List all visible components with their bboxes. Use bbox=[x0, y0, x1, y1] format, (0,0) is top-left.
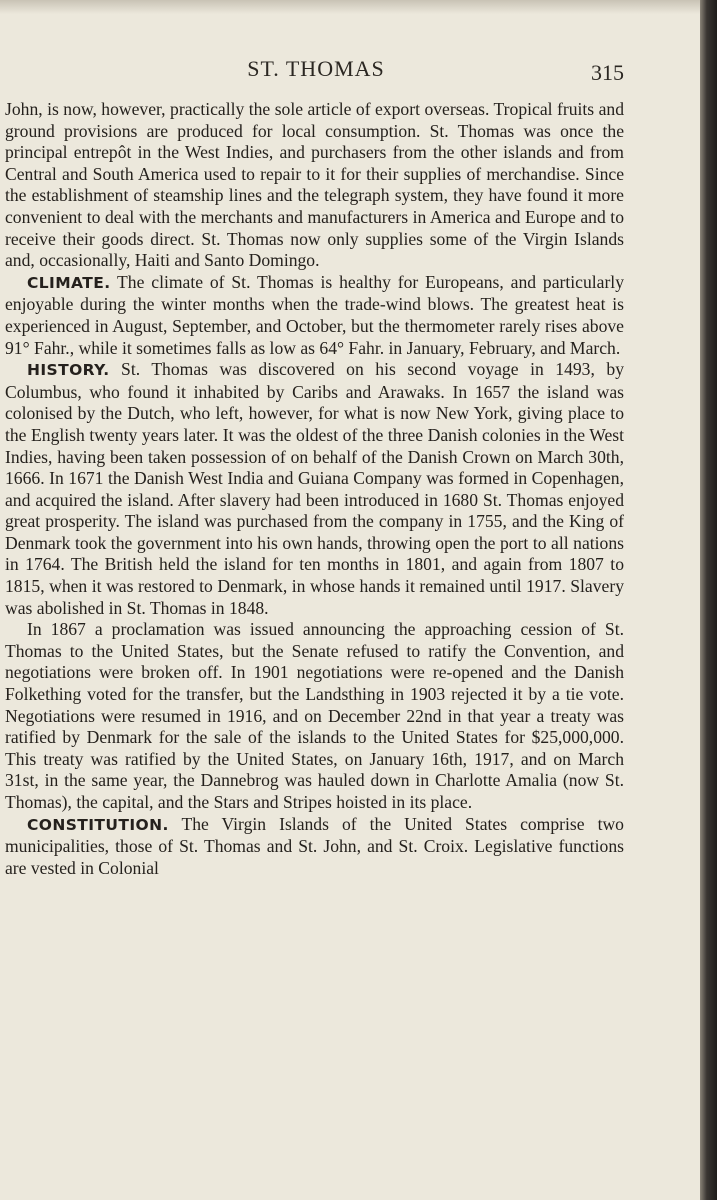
page-number: 315 bbox=[591, 60, 624, 85]
paragraph-exports bbox=[5, 99, 624, 272]
climate-heading: CLIMATE. bbox=[27, 273, 111, 292]
history-heading: HISTORY. bbox=[27, 361, 110, 380]
paragraph-cession bbox=[5, 619, 624, 813]
paragraph-climate bbox=[5, 272, 624, 359]
text-column bbox=[5, 99, 624, 879]
paragraph-constitution bbox=[5, 814, 624, 880]
constitution-heading: CONSTITUTION. bbox=[27, 815, 169, 834]
paragraph-history-text: St. Thomas was discovered on his second voyage in 1493, by Columbus, who found it inhabited by Caribs and Arawaks. In 1657 the island was colonised by the Dutch, who left, however, for what is now New York, giving place to the English twenty years later. It was the oldest of the three Danish colonies in the West Indies, having been taken possession of on behalf of the Danish Crown on March 30th, 1666. In 1671 the Danish West India and Guiana Company was formed in Copenhagen, and acquired the island. After slavery had been introduced in 1680 St. Thomas enjoyed great prosperity. The island was purchased from the company in 1755, and the King of Denmark took the government into his own hands, throwing open the port to all nations in 1764. The British held the island for ten months in 1801, and again from 1807 to 1815, when it was restored to Denmark, in whose hands it remained until 1917. Slavery was abolished in St. Thomas in 1848. bbox=[5, 359, 624, 618]
book-page-edge bbox=[700, 0, 717, 1200]
paragraph-exports-text: John, is now, however, practically the sole article of export overseas. Tropical fruits and ground provisions are produced for local consumption. St. Thomas was once the principal entrepôt in the West Indies, and purchasers from the other islands and from Central and South America used to repair to it for their supplies of merchandise. Since the establishment of steamship lines and the telegraph system, they have found it more convenient to deal with the merchants and manufacturers in America and Europe and to receive their goods direct. St. Thomas now only supplies some of the Virgin Islands and, occasionally, Haiti and Santo Domingo. bbox=[5, 99, 624, 271]
paragraph-climate-text: The climate of St. Thomas is healthy for Europeans, and particularly enjoyable during the winter months when the trade-wind blows. The greatest heat is experienced in August, September, and October, but the thermometer rarely rises above 91° Fahr., while it sometimes falls as low as 64° Fahr. in January, February, and March. bbox=[5, 271, 624, 358]
paragraph-constitution-text: The Virgin Islands of the United States comprise two municipalities, those of St. Thomas and St. John, and St. Croix. Legislative functions are vested in Colonial bbox=[5, 813, 624, 878]
running-title: ST. THOMAS bbox=[247, 56, 385, 81]
paragraph-cession-text: In 1867 a proclamation was issued announcing the approaching cession of St. Thomas to the United States, but the Senate refused to ratify the Convention, and negotiations were broken off. In 1901 negotiations were re-opened and the Danish Folkething voted for the transfer, but the Landsthing in 1903 rejected it by a tie vote. Negotiations were resumed in 1916, and on December 22nd in that year a treaty was ratified by Denmark for the sale of the islands to the United States for $25,000,000. This treaty was ratified by the United States, on January 16th, 1917, and on March 31st, in the same year, the Dannebrog was hauled down in Charlotte Amalia (now St. Thomas), the capital, and the Stars and Stripes hoisted in its place. bbox=[5, 619, 624, 812]
paragraph-history bbox=[5, 359, 624, 619]
running-head bbox=[0, 56, 700, 90]
page-top-shadow bbox=[0, 0, 700, 14]
